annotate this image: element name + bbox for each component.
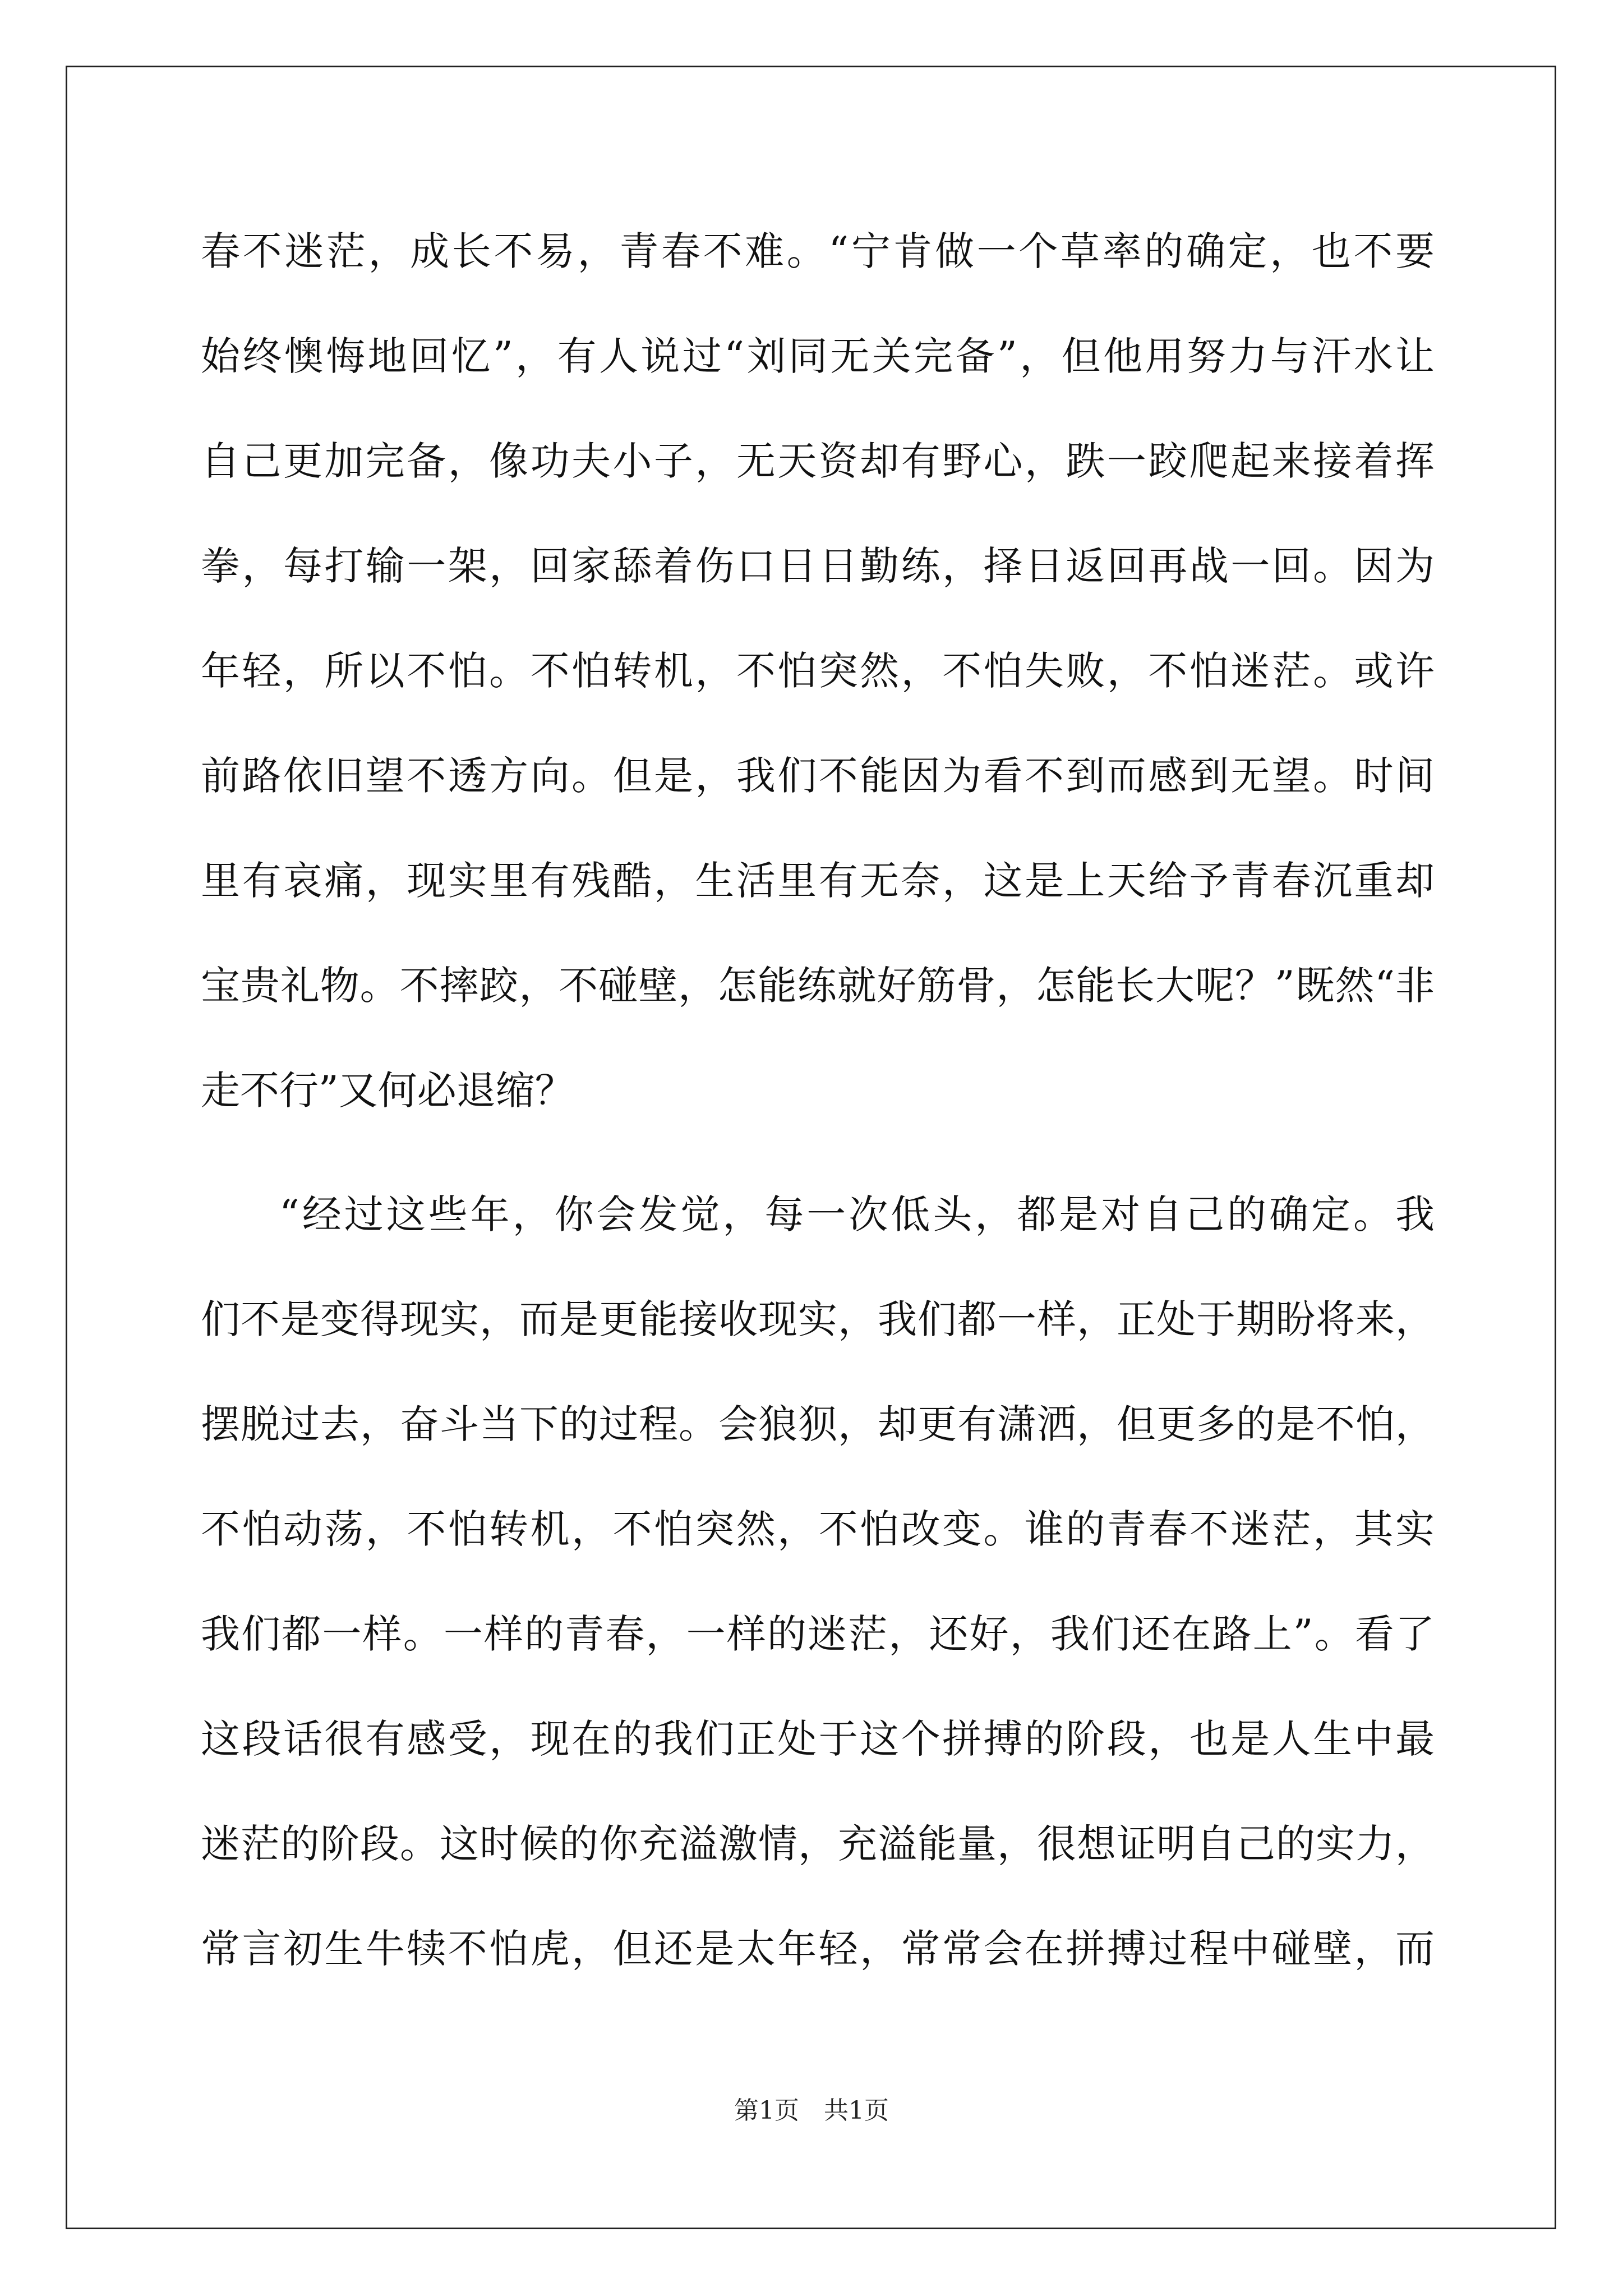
paragraph-2-line-3: 摆脱过去，奋斗当下的过程。会狼狈，却更有潇洒，但更多的是不怕，	[201, 1401, 1435, 1447]
paragraph-1-line-2: 始终懊悔地回忆”，有人说过“刘同无关完备”，但他用努力与汗水让	[201, 333, 1435, 379]
page-number-footer: 第1页 共1页	[734, 2096, 889, 2125]
paragraph-1-line-3: 自己更加完备，像功夫小子，无天资却有野心，跌一跤爬起来接着挥	[201, 438, 1435, 484]
page-border	[66, 66, 1556, 2229]
paragraph-2-line-4: 不怕动荡，不怕转机，不怕突然，不怕改变。谁的青春不迷茫，其实	[201, 1506, 1435, 1552]
paragraph-2-line-5: 我们都一样。一样的青春，一样的迷茫，还好，我们还在路上”。看了	[201, 1611, 1435, 1657]
paragraph-2-line-2: 们不是变得现实，而是更能接收现实，我们都一样，正处于期盼将来，	[201, 1296, 1435, 1342]
paragraph-2-line-8: 常言初生牛犊不怕虎，但还是太年轻，常常会在拼搏过程中碰壁，而	[201, 1926, 1435, 1972]
paragraph-1-line-1: 春不迷茫，成长不易，青春不难。“宁肯做一个草率的确定，也不要	[201, 228, 1435, 274]
paragraph-1-line-6: 前路依旧望不透方向。但是，我们不能因为看不到而感到无望。时间	[201, 753, 1435, 799]
paragraph-2-line-7: 迷茫的阶段。这时候的你充溢激情，充溢能量，很想证明自己的实力，	[201, 1821, 1435, 1867]
paragraph-1-line-4: 拳，每打输一架，回家舔着伤口日日勤练，择日返回再战一回。因为	[201, 543, 1435, 589]
paragraph-1-line-8: 宝贵礼物。不摔跤，不碰壁，怎能练就好筋骨，怎能长大呢？”既然“非	[201, 963, 1435, 1009]
paragraph-1-line-7: 里有哀痛，现实里有残酷，生活里有无奈，这是上天给予青春沉重却	[201, 858, 1435, 904]
paragraph-1-line-9: 走不行”又何必退缩？	[201, 1068, 574, 1114]
paragraph-1-line-5: 年轻，所以不怕。不怕转机，不怕突然，不怕失败，不怕迷茫。或许	[201, 648, 1435, 694]
paragraph-2-line-1: “经过这些年，你会发觉，每一次低头，都是对自己的确定。我	[279, 1191, 1435, 1237]
paragraph-2-line-6: 这段话很有感受，现在的我们正处于这个拼搏的阶段，也是人生中最	[201, 1716, 1435, 1762]
